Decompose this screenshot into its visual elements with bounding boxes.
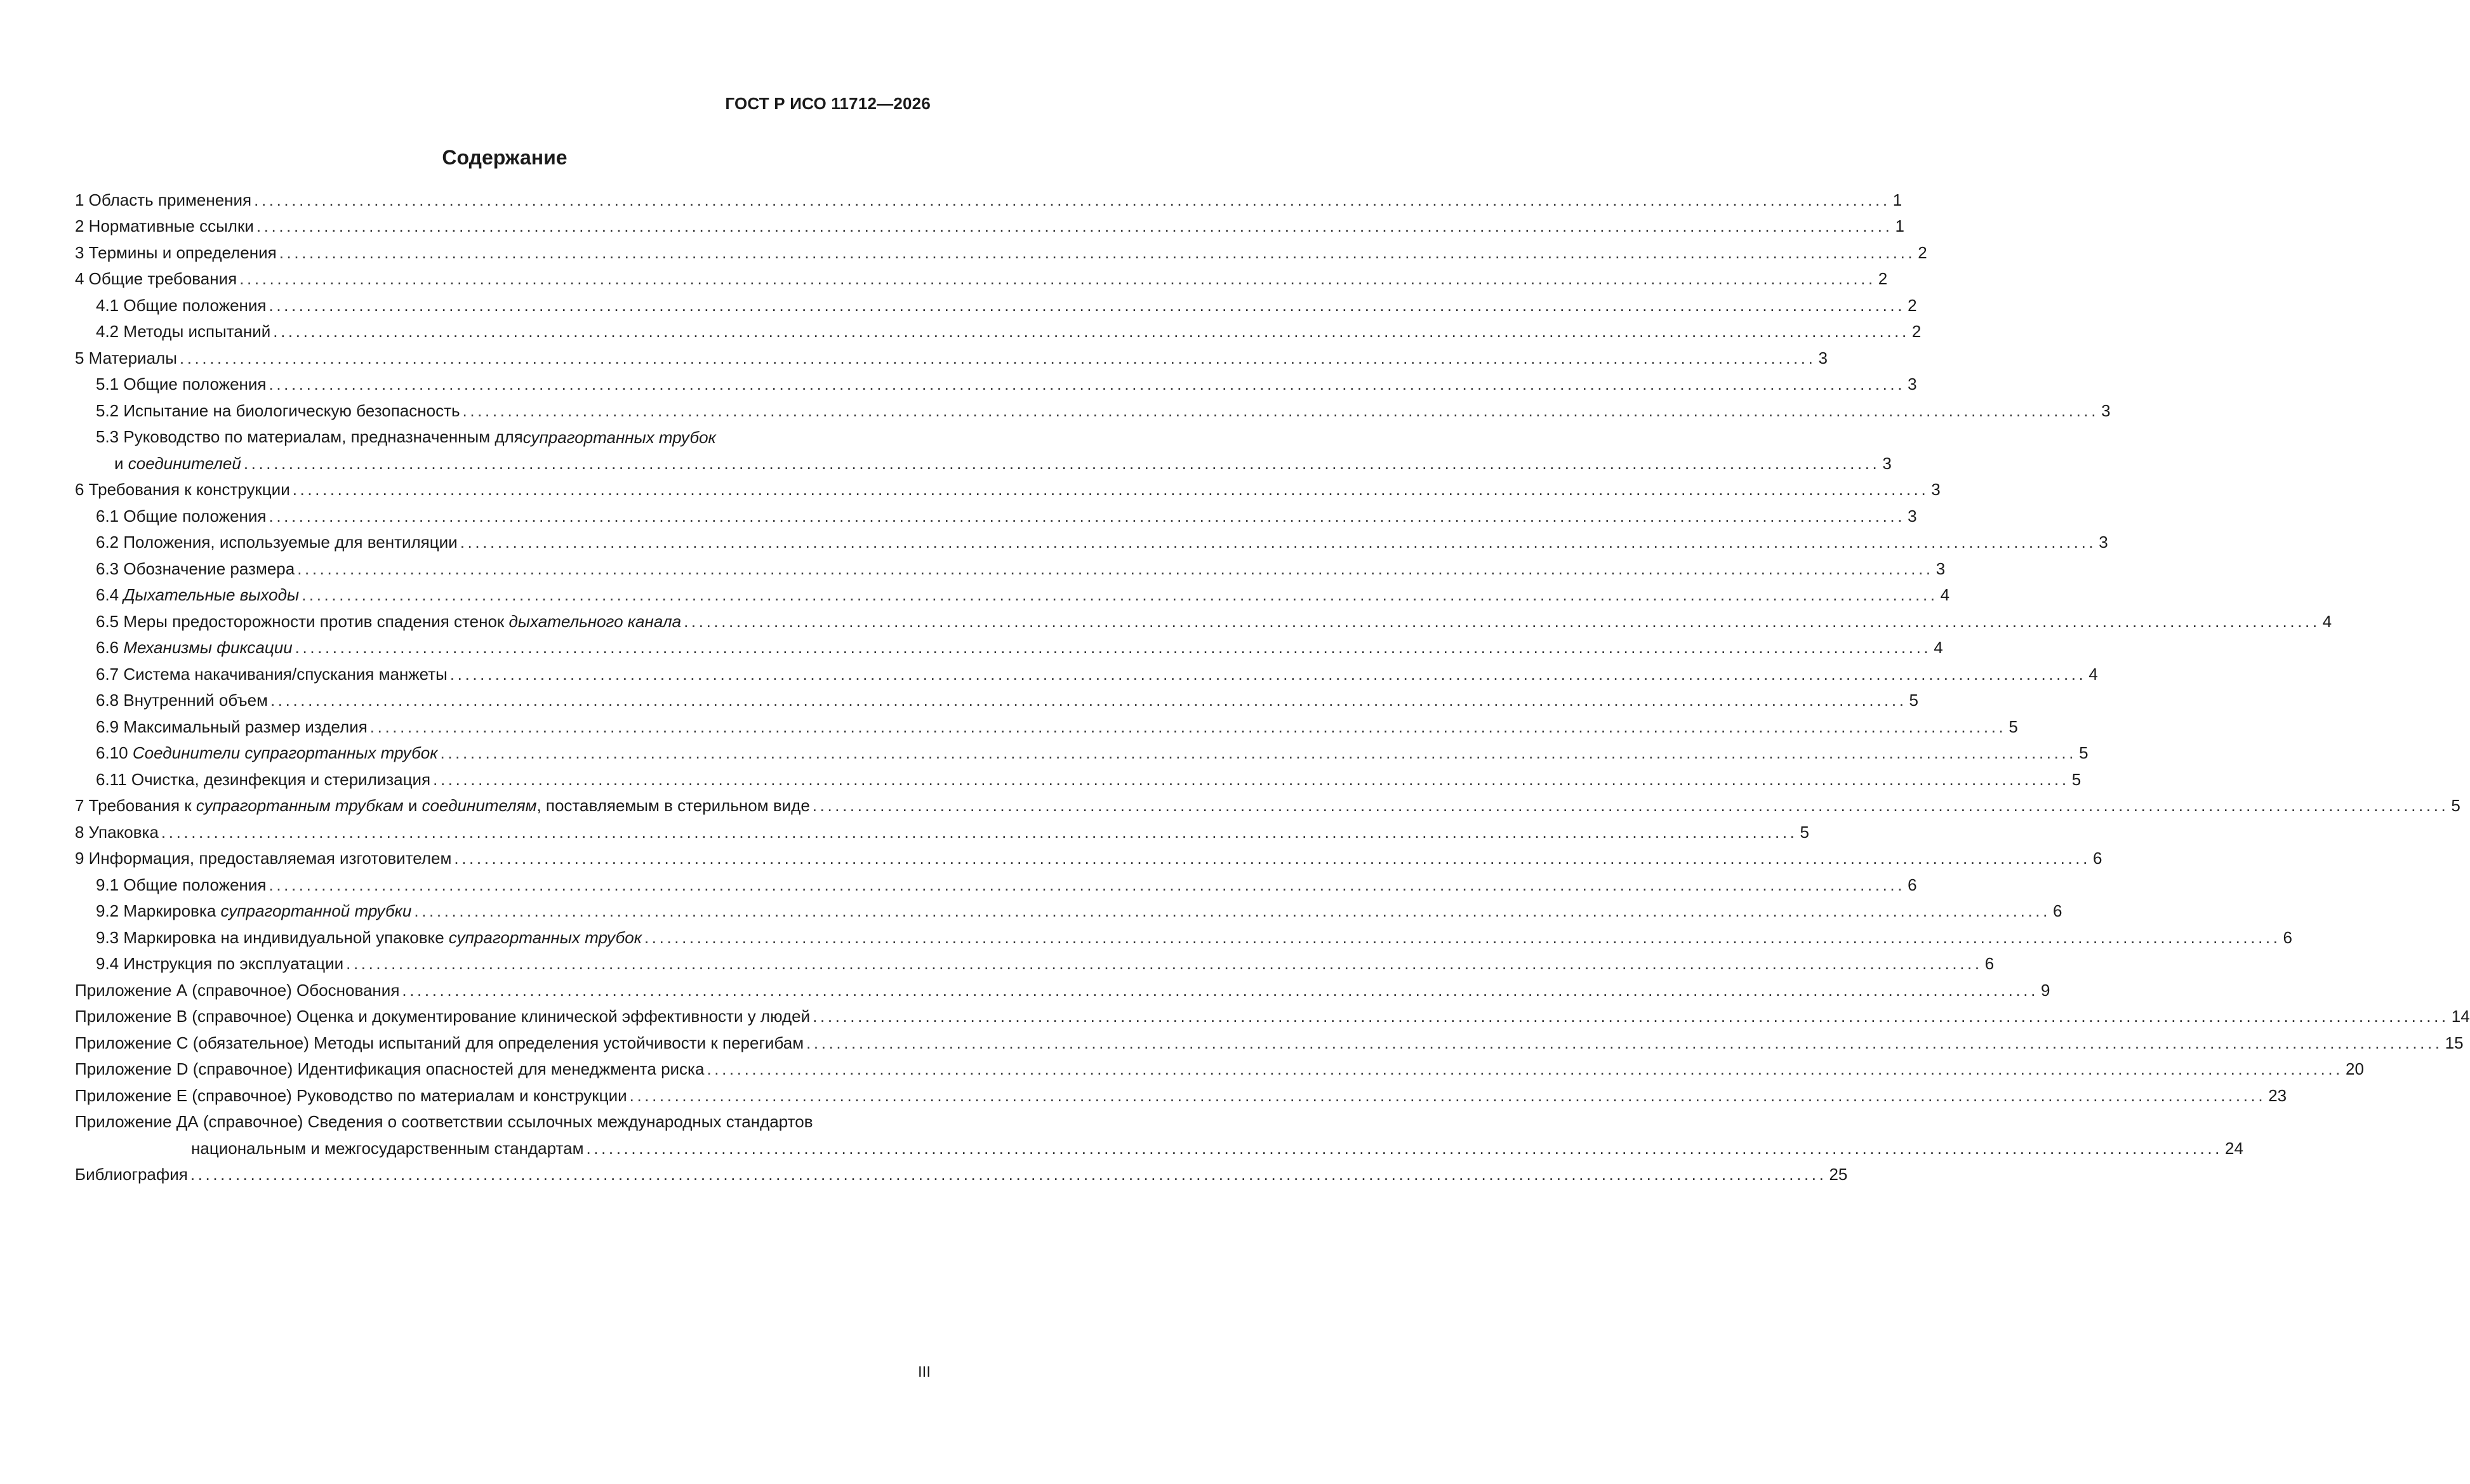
toc-entry-text-part: 8 Упаковка [75, 822, 159, 842]
toc-entry-page: 3 [1931, 480, 1941, 499]
toc-entry-title [96, 666, 448, 685]
toc-entry-page: 1 [1892, 190, 1902, 209]
toc-leader-dots: .......................................................................................................................................................................................................................... [369, 717, 2007, 736]
toc-leader-dots: .......................................................................................................................................................................................................................... [302, 585, 1938, 604]
toc-entry-text-part: супрагортанной трубки [220, 901, 412, 920]
toc-entry-title [96, 639, 293, 658]
toc-leader-dots: .......................................................................................................................................................................................................................... [812, 796, 2449, 815]
toc-entry-title [75, 1035, 804, 1054]
toc-entry-page: 5 [2071, 769, 2082, 789]
toc-entry-text-part: 6.4 [96, 585, 124, 604]
toc-entry[interactable] [75, 658, 2098, 685]
toc-entry-text-part: 9.3 Маркировка на индивидуальной упаковке [96, 927, 449, 947]
toc-entry-page: 3 [1908, 374, 1917, 394]
toc-leader-dots: .......................................................................................................................................................................................................................... [269, 506, 1906, 526]
toc-entry-page: 4 [1940, 585, 1950, 604]
toc-leader-dots: .......................................................................................................................................................................................................................... [270, 691, 1907, 710]
toc-entry-page: 15 [2445, 1033, 2464, 1052]
toc-entry-page: 24 [2225, 1138, 2243, 1158]
toc-entry[interactable] [75, 184, 1902, 211]
toc-leader-dots: .......................................................................................................................................................................................................................... [295, 638, 1932, 657]
toc-entry[interactable] [75, 948, 1995, 975]
document-code: ГОСТ Р ИСО 11712—2026 [725, 94, 931, 113]
toc-entry-page: 2 [1918, 242, 1927, 262]
toc-entry-text-part: 5.3 Руководство по материалам, предназначенным для [96, 427, 523, 446]
toc-entry[interactable] [75, 1001, 2470, 1028]
toc-entry-title [96, 402, 460, 421]
toc-entry-line [75, 1106, 931, 1133]
toc-entry-title [96, 771, 430, 790]
toc-entry[interactable] [75, 843, 2102, 870]
toc-leader-dots: .......................................................................................................................................................................................................................... [269, 374, 1906, 394]
toc-entry-title [96, 586, 299, 606]
toc-entry[interactable] [75, 896, 2062, 922]
toc-entry[interactable] [75, 738, 2088, 764]
toc-entry-title [96, 955, 343, 974]
toc-entry-page: 9 [2040, 980, 2050, 1000]
toc-entry-text-part: 9.1 Общие положения [96, 875, 267, 894]
toc-entry-text-part: 5.1 Общие положения [96, 374, 267, 394]
toc-leader-dots: .......................................................................................................................................................................................................................... [239, 269, 1876, 288]
toc-entry-page: 6 [2092, 849, 2102, 868]
toc-leader-dots: .......................................................................................................................................................................................................................... [462, 401, 2099, 420]
toc-entry-title [191, 1140, 583, 1159]
toc-entry-text-part: Приложение В (справочное) Оценка и документирование клинической эффективности у людей [75, 1007, 811, 1026]
toc-entry-text-part: Приложение D (справочное) Идентификация опасностей для менеджмента риска [75, 1059, 705, 1078]
toc-entry-title [75, 1166, 188, 1185]
toc-entry[interactable] [75, 263, 1888, 290]
toc-entry[interactable] [75, 1159, 1848, 1186]
toc-entry-page: 5 [1800, 822, 1809, 842]
toc-entry-page: 20 [2346, 1059, 2364, 1078]
toc-entry-page: 3 [2099, 533, 2108, 552]
toc-entry-title [96, 929, 642, 948]
toc-entry-title [96, 745, 438, 764]
toc-entry[interactable] [75, 1080, 2287, 1106]
toc-entry[interactable] [75, 553, 1946, 580]
toc-entry-page: 14 [2451, 1007, 2470, 1026]
toc-entry-text-part: 6.10 [96, 743, 133, 762]
toc-entry-title [96, 877, 267, 896]
toc-entry-line [96, 447, 1892, 474]
toc-entry-text-part: 2 Нормативные ссылки [75, 216, 254, 235]
toc-entry-text-part: 6.7 Система накачивания/спускания манжеты [96, 664, 448, 684]
toc-entry-page: 3 [1908, 506, 1917, 526]
toc-entry[interactable] [75, 527, 2108, 553]
toc-entry-text-part: Соединители супрагортанных трубок [132, 743, 438, 762]
toc-entry[interactable] [75, 1054, 2364, 1080]
toc-entry-title [114, 455, 241, 474]
toc-leader-dots: .......................................................................................................................................................................................................................... [243, 453, 1880, 473]
toc-entry-title [96, 560, 295, 580]
toc-entry-text-part: национальным и межгосударственным стандартам [191, 1138, 584, 1158]
toc-entry-page: 5 [2009, 717, 2018, 736]
toc-entry-page: 2 [1911, 322, 1922, 341]
toc-entry-text-part: супрагортанных трубок [522, 428, 716, 447]
toc-entry-text-part: Приложение С (обязательное) Методы испытаний для определения устойчивости к перегибам [75, 1033, 804, 1052]
toc-entry-text-part: 4 Общие требования [75, 269, 237, 288]
toc-entry[interactable] [75, 211, 1904, 237]
toc-entry[interactable] [75, 816, 1809, 843]
toc-entry-text-part: Библиография [75, 1165, 188, 1184]
toc-leader-dots: .......................................................................................................................................................................................................................... [684, 611, 2320, 631]
toc-entry-text-part: 7 Требования к [75, 796, 196, 815]
toc-entry-text-part: 6.9 Максимальный размер изделия [96, 717, 368, 736]
toc-entry[interactable] [75, 764, 2082, 790]
toc-entry[interactable] [75, 316, 1922, 343]
toc-entry-page: 3 [1935, 559, 1946, 578]
page-number: III [917, 1363, 931, 1381]
toc-entry[interactable] [75, 1106, 2243, 1159]
toc-entry[interactable] [75, 606, 2332, 632]
toc-leader-dots: .......................................................................................................................................................................................................................... [254, 190, 1890, 209]
toc-entry-line [75, 1132, 2243, 1159]
toc-title: Содержание [442, 146, 568, 169]
toc-entry-title [75, 797, 810, 816]
toc-entry-page: 25 [1829, 1165, 1848, 1184]
toc-entry-page: 6 [2052, 901, 2062, 920]
toc-entry-text-part: 5.2 Испытание на биологическую безопасность [96, 401, 460, 420]
toc-leader-dots: .......................................................................................................................................................................................................................... [346, 954, 1982, 973]
toc-entry-text-part: Механизмы фиксации [123, 638, 293, 657]
toc-leader-dots: .......................................................................................................................................................................................................................... [440, 743, 2077, 762]
toc-entry[interactable] [75, 474, 1941, 501]
toc-entry-text-part: 6.8 Внутренний объем [96, 691, 268, 710]
toc-entry-title [96, 376, 267, 395]
toc-entry-page: 4 [2322, 611, 2332, 631]
toc-entry-text-part: Приложение ДА (справочное) Сведения о соответствии ссылочных международных стандартов [75, 1112, 813, 1131]
toc-entry-page: 2 [1878, 269, 1888, 288]
toc-leader-dots: .......................................................................................................................................................................................................................... [190, 1165, 1827, 1184]
toc-entry-text-part: 6.1 Общие положения [96, 506, 267, 526]
toc-entry-text-part: , поставляемым в стерильном виде [536, 796, 810, 815]
toc-entry-page: 5 [2079, 743, 2088, 762]
toc-leader-dots: .......................................................................................................................................................................................................................... [449, 664, 2087, 684]
toc-entry-page: 23 [2268, 1085, 2287, 1105]
toc-leader-dots: .......................................................................................................................................................................................................................... [644, 927, 2281, 947]
toc-entry[interactable] [75, 500, 1917, 527]
toc-entry-title [96, 903, 411, 922]
toc-entry-title [75, 1061, 704, 1080]
toc-leader-dots: .......................................................................................................................................................................................................................... [292, 480, 1929, 499]
toc-entry-page: 1 [1895, 216, 1904, 235]
toc-entry-title [75, 270, 237, 289]
toc-entry-text-part: 9.4 Инструкция по эксплуатации [96, 954, 344, 973]
toc-leader-dots: .......................................................................................................................................................................................................................... [629, 1085, 2266, 1105]
toc-entry[interactable] [75, 869, 1917, 896]
toc-entry-title [75, 982, 399, 1001]
toc-entry-text-part: 3 Термины и определения [75, 242, 277, 262]
toc-entry[interactable] [75, 1027, 2464, 1054]
toc-leader-dots: .......................................................................................................................................................................................................................... [161, 822, 1798, 842]
toc-entry-text-part: 6.5 Меры предосторожности против спадения стенок [96, 611, 509, 631]
toc-entry-page: 6 [1908, 875, 1917, 894]
toc-entry-title [75, 824, 159, 843]
toc-entry-text-part: соединителей [128, 453, 241, 473]
toc-entry-title [75, 244, 277, 263]
toc-leader-dots: .......................................................................................................................................................................................................................... [707, 1059, 2344, 1078]
toc-entry[interactable] [75, 421, 1892, 474]
toc-leader-dots: .......................................................................................................................................................................................................................... [586, 1138, 2223, 1158]
toc-entry-text-part: 9.2 Маркировка [96, 901, 221, 920]
toc-entry[interactable] [75, 237, 1927, 263]
toc-entry-text-part: Приложение E (справочное) Руководство по материалам и конструкции [75, 1085, 627, 1105]
toc-entry-text-part: Дыхательные выходы [123, 585, 300, 604]
toc-entry-line [96, 421, 931, 448]
toc-entry[interactable] [75, 289, 1917, 316]
toc-entry-title [96, 719, 368, 738]
toc-entry-title [96, 323, 270, 342]
toc-entry-title [75, 192, 251, 211]
toc-entry-text-part: соединителям [422, 796, 537, 815]
toc-entry-text-part: и [114, 453, 128, 473]
toc-entry-page: 2 [1908, 295, 1917, 315]
toc-entry[interactable] [75, 395, 2111, 421]
toc-entry-page: 6 [2283, 927, 2293, 947]
toc-entry-page: 5 [1909, 691, 1918, 710]
toc-entry-title [75, 850, 451, 869]
toc-entry-text-part: Приложение А (справочное) Обоснования [75, 980, 400, 1000]
toc-entry[interactable] [75, 342, 1828, 369]
toc-leader-dots: .......................................................................................................................................................................................................................... [179, 348, 1816, 368]
toc-leader-dots: .......................................................................................................................................................................................................................... [460, 533, 2097, 552]
toc-entry[interactable] [75, 922, 2293, 948]
toc-entry-title [75, 1008, 810, 1027]
toc-entry-title [96, 534, 458, 553]
toc-leader-dots: .......................................................................................................................................................................................................................... [297, 559, 1934, 578]
toc-entry-text-part: дыхательного канала [508, 611, 682, 631]
toc-entry-text-part: супрагортанных трубок [448, 927, 642, 947]
toc-entry[interactable] [75, 369, 1917, 395]
toc-entry-page: 5 [2451, 796, 2460, 815]
toc-entry-page: 3 [1818, 348, 1828, 368]
toc-entry-text-part: и [403, 796, 422, 815]
toc-leader-dots: .......................................................................................................................................................................................................................... [806, 1033, 2443, 1052]
toc-entry[interactable] [75, 974, 2050, 1001]
toc-entry[interactable] [75, 711, 2018, 738]
toc-entry-text-part: супрагортанным трубкам [196, 796, 404, 815]
toc-entry-text-part: 6.3 Обозначение размера [96, 559, 295, 578]
toc-entry-title [96, 692, 268, 711]
table-of-contents [75, 184, 2470, 1185]
toc-leader-dots: .......................................................................................................................................................................................................................... [402, 980, 2038, 1000]
toc-leader-dots: .......................................................................................................................................................................................................................... [273, 322, 1909, 341]
toc-entry-page: 6 [1984, 954, 1995, 973]
toc-entry-text-part: 4.2 Методы испытаний [96, 322, 271, 341]
toc-entry-title [75, 218, 254, 237]
toc-entry-page: 4 [1934, 638, 1943, 657]
toc-leader-dots: .......................................................................................................................................................................................................................... [414, 901, 2050, 920]
toc-leader-dots: .......................................................................................................................................................................................................................... [269, 875, 1906, 894]
toc-entry-page: 3 [2101, 401, 2111, 420]
toc-entry[interactable] [75, 580, 1950, 606]
toc-entry[interactable] [75, 632, 1943, 659]
toc-entry-text-part: 6 Требования к конструкции [75, 480, 290, 499]
toc-entry-text-part: 5 Материалы [75, 348, 177, 368]
toc-entry-text-part: 9 Информация, предоставляемая изготовителем [75, 849, 452, 868]
toc-entry-title [75, 350, 177, 369]
toc-leader-dots: .......................................................................................................................................................................................................................... [454, 849, 2090, 868]
toc-entry-text-part: 4.1 Общие положения [96, 295, 267, 315]
toc-entry-title [96, 613, 681, 632]
toc-entry-text-part: 6.11 Очистка, дезинфекция и стерилизация [96, 769, 431, 789]
toc-leader-dots: .......................................................................................................................................................................................................................... [279, 242, 1916, 262]
toc-entry-title [75, 481, 290, 500]
toc-leader-dots: .......................................................................................................................................................................................................................... [433, 769, 2069, 789]
toc-leader-dots: .......................................................................................................................................................................................................................... [256, 216, 1893, 235]
toc-entry[interactable] [75, 685, 1918, 712]
toc-leader-dots: .......................................................................................................................................................................................................................... [269, 295, 1906, 315]
toc-entry-title [96, 508, 267, 527]
toc-leader-dots: .......................................................................................................................................................................................................................... [813, 1007, 2449, 1026]
toc-entry-page: 4 [2088, 664, 2098, 684]
toc-entry-text-part: 6.2 Положения, используемые для вентиляции [96, 533, 458, 552]
toc-entry[interactable] [75, 790, 2460, 817]
toc-entry-text-part: 1 Область применения [75, 190, 252, 209]
toc-entry-title [75, 1087, 627, 1106]
toc-entry-page: 3 [1882, 453, 1892, 473]
toc-entry-text-part: 6.6 [96, 638, 124, 657]
toc-entry-title [96, 297, 267, 316]
